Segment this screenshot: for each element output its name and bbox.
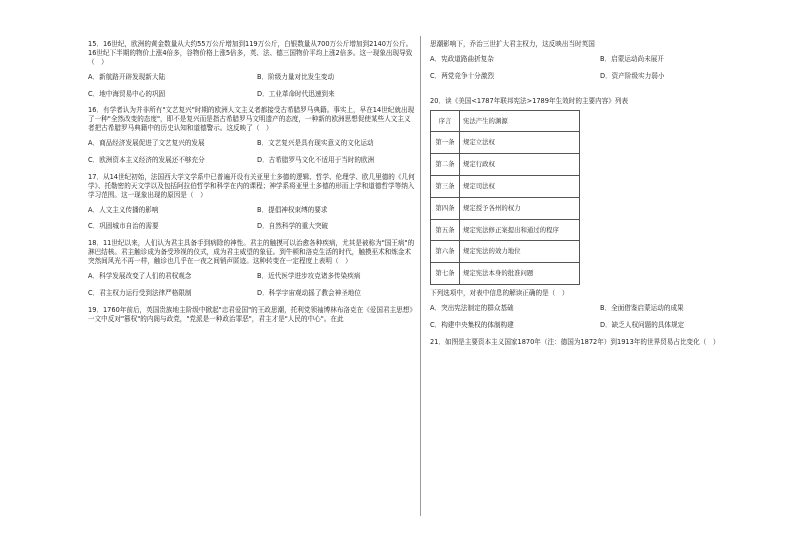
option-b: B．全面借鉴启蒙运动的成果 — [600, 303, 684, 312]
option-d: D．科学宇宙观动摇了教会神圣地位 — [257, 288, 361, 297]
table-row — [431, 132, 580, 154]
table-cell: 第五条 — [431, 219, 460, 241]
question-17-options — [88, 206, 416, 240]
option-a: A．商品经济发展促进了文艺复兴的发展 — [88, 139, 205, 148]
question-18 — [88, 239, 416, 305]
table-cell: 规定授予各州的权力 — [460, 197, 580, 219]
table-cell: 宪法产生的渊源 — [460, 110, 580, 132]
question-20-prompt: 下列选项中，对表中信息的解读正确的是（ ） — [430, 288, 569, 297]
option-c: C．两党竞争十分激烈 — [430, 71, 494, 80]
table-cell: 规定宪法本身的批准问题 — [460, 263, 580, 285]
question-17-stem: 17．从14世纪初始，法国西大学文学系中已普遍开设有关亚里士多德的逻辑、哲学、伦理学、欧几里德的《几何学》、托勒密的天文学以及包括阿拉伯哲学和科学在内的课程；神学系将亚里士多德的形而上学和道德哲学等纳入学习范围。这一现象出现的原因是（ ） — [88, 172, 415, 199]
table-row — [431, 197, 580, 219]
constitution-table — [430, 110, 580, 285]
option-c: C．地中海贸易中心的巩固 — [88, 89, 166, 98]
option-b: B．文艺复兴是具有现实意义的文化运动 — [257, 139, 374, 148]
table-cell: 第三条 — [431, 175, 460, 197]
question-19 — [88, 306, 416, 324]
question-19-options — [430, 55, 760, 89]
right-column — [430, 40, 760, 347]
option-d: D．资产阶级实力弱小 — [600, 71, 665, 80]
table-cell: 序言 — [431, 110, 460, 132]
option-a: A．科学发展改变了人们的君权观念 — [88, 272, 192, 281]
question-15-options — [88, 73, 416, 107]
table-row — [431, 154, 580, 176]
question-16-stem: 16．有学者认为并非所有"文艺复兴"时期的欧洲人文主义者都接受古希腊罗马典籍。事实上，早在14世纪就出现了一种"全然改变的态度"，即不是复兴而是指古希腊罗马文明遗产的态度，一种新的欧洲思想促使某些人文主义者把古希腊罗马典籍中的历史认知和道德警示。这反映了（ ） — [88, 106, 415, 133]
option-a: A．宪政道路曲折复杂 — [430, 54, 494, 63]
question-19-continued — [430, 40, 760, 89]
question-16-options — [88, 139, 416, 173]
option-d: D．工业革命时代迅速到来 — [257, 89, 335, 98]
question-21-stem: 21．如图是主要资本主义国家1870年（注：德国为1872年）到1913年的世界贸易占比变化（ ） — [430, 337, 720, 346]
column-divider — [420, 36, 421, 516]
table-row — [431, 263, 580, 285]
option-a: A．新航路开辟发现新大陆 — [88, 72, 166, 81]
table-cell: 第七条 — [431, 263, 460, 285]
table-cell: 规定宪法的效力地位 — [460, 241, 580, 263]
question-17 — [88, 173, 416, 239]
left-column — [88, 40, 416, 324]
table-cell: 规定行政权 — [460, 154, 580, 176]
option-b: B．提倡神权束缚的要求 — [257, 205, 328, 214]
option-d: D．古希腊罗马文化不适用于当时的欧洲 — [257, 156, 375, 165]
table-row — [431, 241, 580, 263]
option-c: C．君主权力运行受到法律严格限制 — [88, 288, 192, 297]
option-a: A．人文主义传播的影响 — [88, 205, 159, 214]
table-cell: 规定立法权 — [460, 132, 580, 154]
table-row — [431, 110, 580, 132]
option-d: D．缺乏人权问题的具体规定 — [600, 320, 685, 329]
table-cell: 第一条 — [431, 132, 460, 154]
question-18-options — [88, 272, 416, 306]
option-c: C．巩固城市自治的需要 — [88, 222, 159, 231]
question-20-stem: 20．读《美国<1787年联邦宪法>1789年生效时的主要内容》列表 — [430, 96, 629, 105]
table-cell: 第二条 — [431, 154, 460, 176]
question-18-stem: 18．11世纪以来，人们认为君主具备手到病除的神性。君主的触摸可以治愈各种疾病，尤其是被称为"国王病"的淋巴结核。君主触诊成为备受珍视的仪式，成为君主威望的象征。到牛顿和洛克生活的时代，触摸巫术和炼金术突然间风光不再一样，触诊也几乎在一夜之间销声匿迹。这种转变在一定程度上表明（ ） — [88, 239, 415, 266]
question-19-continued-stem: 思潮影响下，乔治三世扩大君主权力，这反映出当时英国 — [430, 40, 595, 48]
table-cell: 规定司法权 — [460, 175, 580, 197]
question-19-stem: 19．1760年前后，英国贵族地主阶级中掀起"忠君爱国"的王政思潮，托利党领袖博林布洛克在《爱国君主思想》一文中反对"篡权"的内阁与政党，"党派是一种政治罪恶"，君主才是"人民的中心"。在此 — [88, 305, 416, 323]
table-row — [431, 175, 580, 197]
question-15-stem: 15．16世纪，欧洲的黄金数量从大约55万公斤增加到119万公斤，白银数量从700万公斤增加到2140万公斤。16世纪下半期的物价上涨4倍多，谷物价格上涨5倍多，英、法、德三国物价平均上涨2倍多。这一现象出现导致（ ） — [88, 40, 413, 66]
question-16 — [88, 106, 416, 172]
option-b: B．近代医学进步攻克诸多传染疾病 — [257, 272, 361, 281]
option-b: B．阶级力量对比发生变动 — [257, 72, 335, 81]
question-20 — [430, 97, 760, 338]
option-a: A．突出宪法制定的群众基础 — [430, 303, 514, 312]
option-c: C．欧洲资本主义经济的发展还不够充分 — [88, 156, 205, 165]
question-20-options — [430, 304, 760, 338]
table-cell: 规定宪法修正案提出和通过的程序 — [460, 219, 580, 241]
table-cell: 第六条 — [431, 241, 460, 263]
table-cell: 第四条 — [431, 197, 460, 219]
question-21 — [430, 338, 760, 347]
option-d: D．自然科学的重大突破 — [257, 222, 329, 231]
table-row — [431, 219, 580, 241]
option-c: C．构建中央集权的体制构建 — [430, 320, 514, 329]
option-b: B．启蒙运动尚未展开 — [600, 54, 664, 63]
question-15 — [88, 40, 416, 106]
